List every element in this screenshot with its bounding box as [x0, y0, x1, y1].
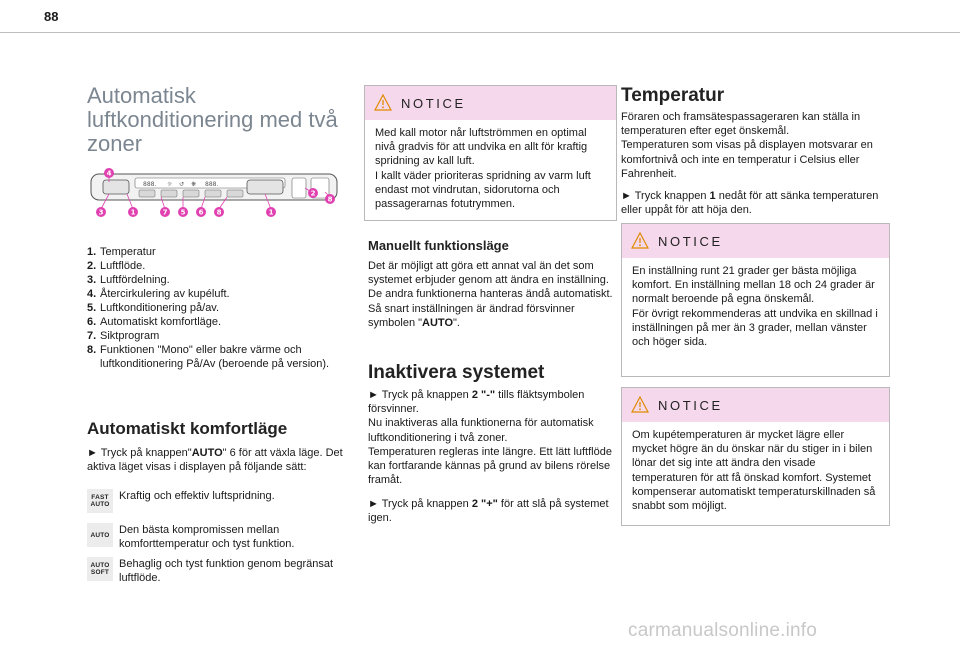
- page-title: Automatisk luftkonditionering med två zoner: [87, 83, 338, 156]
- list-item: 1. Temperatur: [87, 246, 156, 258]
- page-number: 88: [44, 9, 59, 24]
- warning-icon: [631, 232, 649, 249]
- manual-mode-heading: Manuellt funktionsläge: [368, 238, 509, 253]
- callout-8-right: [325, 194, 335, 204]
- climate-control-panel-diagram: [87, 168, 342, 218]
- list-item: 7. Siktprogram: [87, 330, 160, 342]
- warning-icon: [374, 94, 392, 111]
- reactivate-text: ► Tryck på knappen 2 "+" för att slå på systemet igen.: [368, 498, 609, 525]
- callout-6: [196, 207, 206, 217]
- list-item: 5. Luftkonditionering på/av.: [87, 302, 220, 314]
- svg-text:❋: ❋: [191, 181, 197, 188]
- notice-label: NOTICE: [658, 398, 723, 413]
- svg-text:5: 5: [180, 208, 186, 217]
- svg-text:3: 3: [98, 208, 104, 217]
- deactivate-text: ► Tryck på knappen 2 "-" tills fläktsymbolen försvinner. Nu inaktiveras alla funktionerna för automatisk luftkonditionering i två zoner. Temperaturen regleras inte längre. Ett lätt luftflöde kan fortfarande kännas på grund av bilens rörelse framåt.: [368, 389, 612, 487]
- deactivate-heading: Inaktivera systemet: [368, 362, 545, 383]
- svg-text:↺: ↺: [179, 181, 185, 188]
- svg-text:6: 6: [198, 208, 204, 217]
- notice-text: Med kall motor når luftströmmen en optimal nivå gradvis för att undvika en allt för kraftig spridning av kall luft. I kallt väder prioriteras spridning av varm luft endast mot vindrutan, sidorutorna och passagerarnas fotutrymmen.: [375, 127, 591, 211]
- callout-1-left: [128, 207, 138, 217]
- svg-text:888.: 888.: [143, 181, 157, 188]
- auto-comfort-heading: Automatiskt komfortläge: [87, 419, 288, 438]
- svg-text:888.: 888.: [205, 181, 219, 188]
- manual-mode-text: Det är möjligt att göra ett annat val än det som systemet erbjuder genom att ändra en inställning. De andra funktionerna hanteras ändå automatiskt. Så snart inställningen är ändrad försvinner symbolen "AUTO".: [368, 260, 613, 329]
- mode-auto-soft: AUTO SOFT Behaglig och tyst funktion genom begränsat luftflöde.: [87, 557, 342, 585]
- callout-7: [160, 207, 170, 217]
- header-divider: [0, 32, 960, 33]
- control-legend-list: [87, 245, 342, 371]
- notice-cold-engine: [364, 85, 617, 221]
- callout-5: [178, 207, 188, 217]
- notice-label: NOTICE: [401, 96, 466, 111]
- notice-label: NOTICE: [658, 234, 723, 249]
- callout-2: [308, 188, 318, 198]
- callout-3: [96, 207, 106, 217]
- notice-text: En inställning runt 21 grader ger bästa möjliga komfort. En inställning mellan 18 och 24 grader är normalt beroende på egna önskemål. För övrigt rekommenderas att undvika en skillnad i inställningen på mer än 3 grader, mellan vänster och höger sida.: [632, 265, 878, 349]
- comfort-modes-list: [87, 489, 342, 589]
- temperature-heading: Temperatur: [621, 85, 725, 106]
- list-item: 3. Luftfördelning.: [87, 274, 170, 286]
- svg-text:8: 8: [327, 195, 333, 204]
- list-item: 2. Luftflöde.: [87, 260, 146, 272]
- svg-text:☼: ☼: [167, 181, 173, 188]
- notice-text: Om kupétemperaturen är mycket lägre eller mycket högre än du önskar när du stiger in i bilen lönar det sig inte att ändra den visade temperaturen för att få önskad komfort. Systemet kompenserar automatiskt temperaturskillnaden så snabbt som möjligt.: [632, 429, 876, 513]
- mode-fast-auto: FAST AUTO Kraftig och effektiv luftspridning.: [87, 489, 342, 519]
- mode-auto: AUTO Den bästa kompromissen mellan komforttemperatur och tyst funktion.: [87, 523, 342, 553]
- list-item: 8. Funktionen "Mono" eller bakre värme och luftkonditionering På/Av (beroende på version).: [87, 344, 330, 370]
- callout-4: [104, 168, 114, 178]
- auto-icon: AUTO: [87, 523, 113, 547]
- svg-text:4: 4: [106, 169, 112, 178]
- notice-cabin-temperature: [621, 387, 890, 526]
- fast-auto-icon: FAST AUTO: [87, 489, 113, 513]
- warning-icon: [631, 396, 649, 413]
- notice-temperature-setting: [621, 223, 890, 377]
- svg-text:7: 7: [162, 208, 168, 217]
- svg-text:2: 2: [310, 189, 316, 198]
- temperature-action: ► Tryck knappen 1 nedåt för att sänka temperaturen eller uppåt för att höja den.: [621, 190, 879, 217]
- auto-soft-icon: AUTO SOFT: [87, 557, 113, 581]
- svg-text:8: 8: [216, 208, 222, 217]
- list-item: 4. Återcirkulering av kupéluft.: [87, 288, 230, 300]
- watermark: carmanualsonline.info: [628, 620, 818, 641]
- auto-comfort-intro: ► Tryck på knappen"AUTO" 6 för att växla läge. Det aktiva läget visas i displayen på följande sätt:: [87, 447, 343, 474]
- svg-text:1: 1: [268, 208, 274, 217]
- list-item: 6. Automatiskt komfortläge.: [87, 316, 222, 328]
- temperature-text: Föraren och framsätespassageraren kan ställa in temperaturen efter eget önskemål. Temperaturen som visas på displayen motsvarar en komfortnivå och inte en temperatur i Celsius eller Fahrenheit.: [621, 111, 873, 180]
- callout-1-right: [266, 207, 276, 217]
- svg-text:1: 1: [130, 208, 136, 217]
- callout-8: [214, 207, 224, 217]
